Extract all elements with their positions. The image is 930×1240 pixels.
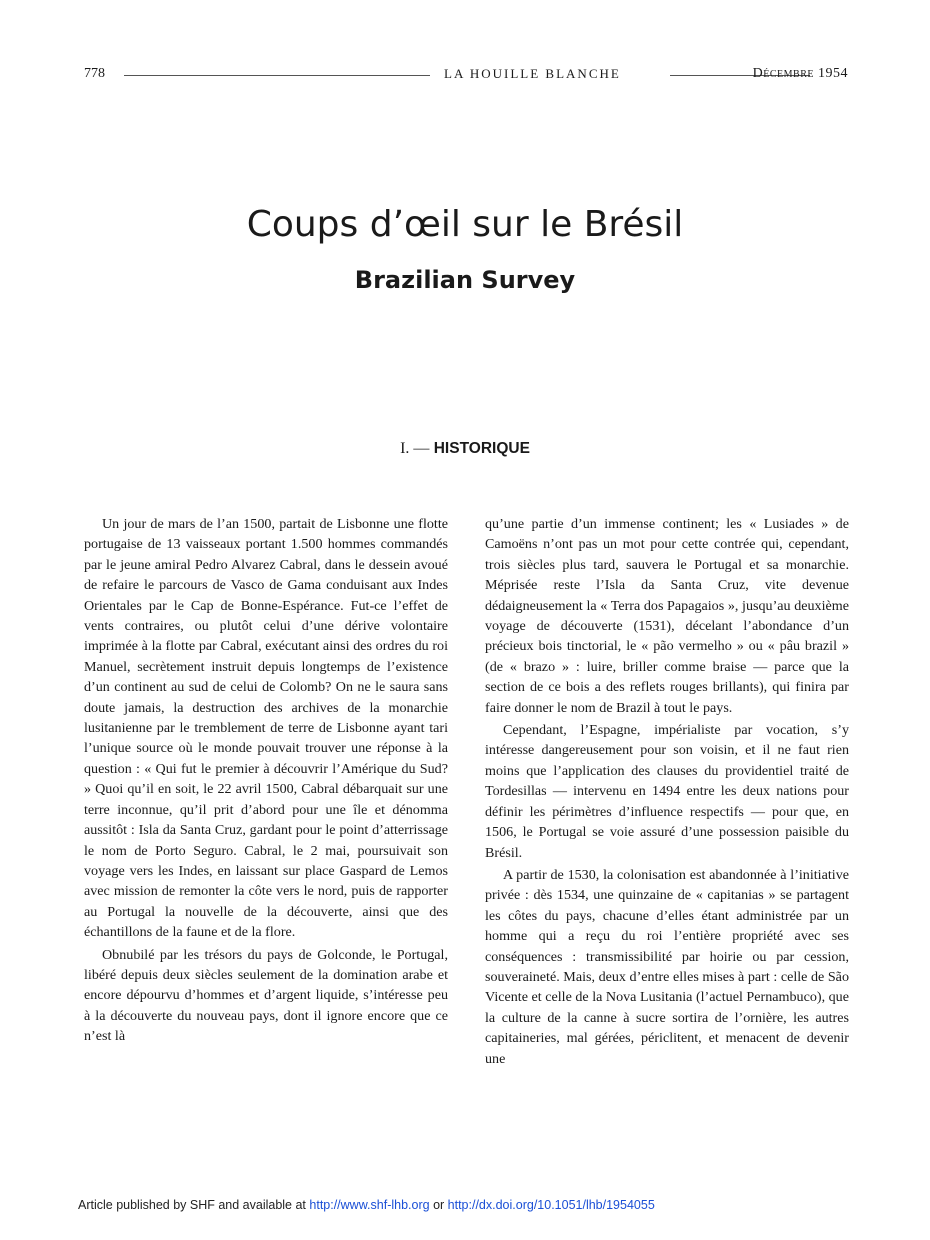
section-number: I. —	[400, 440, 430, 457]
header-rule-left	[124, 75, 430, 76]
section-title: HISTORIQUE	[433, 440, 530, 457]
issue-date: Décembre 1954	[752, 66, 848, 81]
footer-note	[78, 1198, 878, 1212]
paragraph-continuation: qu’une partie d’un immense continent; les « Lusiades » de Camoëns n’ont pas un mot pour cette contrée qui, cependant, trois siècles plus tard, sauvera le Portugal et sa monarchie. Méprisée reste l’Isla da Santa Cruz, vite devenue dédaigneusement la « Terra dos Papagaios », jusqu’au deuxième voyage de découverte (1531), décelant l’abondance d’un précieux bois tinctorial, le « pão vermelho » ou « pâu brazil » (de « brazo » : luire, briller comme braise — parce que la section de ce bois a des reflets rouges brillants), qui finira par faire donner le nom de Brazil à tout le pays.	[485, 516, 849, 716]
article-subtitle: Brazilian Survey	[354, 266, 576, 294]
section-heading	[0, 440, 930, 458]
right-column	[485, 514, 849, 1071]
paragraph: Cependant, l’Espagne, impérialiste par vocation, s’y intéresse dangereusement pour son voisin, et il ne faut rien moins que l’application des clauses du providentiel traité de Tordesillas — intervenu en 1494 entre les deux nations pour définir les périmètres d’influence respectifs — pour que, en 1506, le Portugal se voie assuré d’une possession paisible du Brésil.	[485, 722, 849, 861]
footer-prefix: Article published by SHF and available at	[78, 1198, 310, 1212]
journal-name: LA HOUILLE BLANCHE	[444, 66, 621, 81]
page-number: 778	[84, 66, 105, 81]
paragraph: Obnubilé par les trésors du pays de Golconde, le Portugal, libéré depuis deux siècles seulement de la domination arabe et encore dépourvu d’hommes et d’argent liquide, s’intéresse peu à la découverte du nouveau pays, dont il ignore encore que ce n’est là	[84, 946, 448, 1045]
doi-link[interactable]: http://dx.doi.org/10.1051/lhb/1954055	[447, 1198, 655, 1212]
shf-link[interactable]: http://www.shf-lhb.org	[309, 1198, 430, 1212]
paragraph: A partir de 1530, la colonisation est abandonnée à l’initiative privée : dès 1534, une quinzaine de « capitanias » se partagent les côtes du pays, chacune d’elles étant administrée par un homme qui a reçu du roi l’entière propriété avec ses conséquences : transmissibilité par hoirie ou par cession, souveraineté. Mais, deux d’entre elles mises à part : celle de São Vicente et celle de la Nova Lusitania (l’actuel Pernambuco), que la culture de la canne à sucre sortira de l’ornière, les autres capitaineries, mal gérées, périclitent, et menacent de devenir une	[485, 866, 849, 1067]
running-header	[84, 66, 848, 86]
paragraph: Un jour de mars de l’an 1500, partait de Lisbonne une flotte portugaise de 13 vaisseaux portant 1.500 hommes commandés par le jeune amiral Pedro Alvarez Cabral, dans le dessein avoué de refaire le parcours de Vasco de Gama conduisant aux Indes Orientales par le Cap de Bonne-Espérance. Fut-ce l’effet de vents contraires, ou plutôt celui d’une dérive volontaire imprimée à la flotte par Cabral, exécutant ainsi des ordres du roi Manuel, secrètement instruit depuis longtemps de l’existence d’un continent au sud de celui de Colomb? On ne le saura sans doute jamais, la destruction des archives de la monarchie lusitanienne par le tremblement de terre de Lisbonne ayant tari l’unique source où le monde pouvait trouver une réponse à la question : « Qui fut le premier à découvrir l’Amérique du Sud? » Quoi qu’il en soit, le 22 avril 1500, Cabral débarquait sur une terre inconnue, qu’il prit d’abord pour une île et dénomma aussitôt : Isla da Santa Cruz, gardant pour le point d’atterrissage le nom de Porto Seguro. Cabral, le 2 mai, poursuivait son voyage vers les Indes, en laissant sur place Gaspard de Lemos avec mission de remonter la côte vers le nord, puis de rapporter au Portugal la nouvelle de la découverte, ainsi que des échantillons de la faune et de la flore.	[84, 516, 448, 941]
footer-middle: or	[429, 1198, 448, 1212]
left-column	[84, 514, 448, 1049]
article-title: Coups d’œil sur le Brésil	[246, 204, 684, 245]
